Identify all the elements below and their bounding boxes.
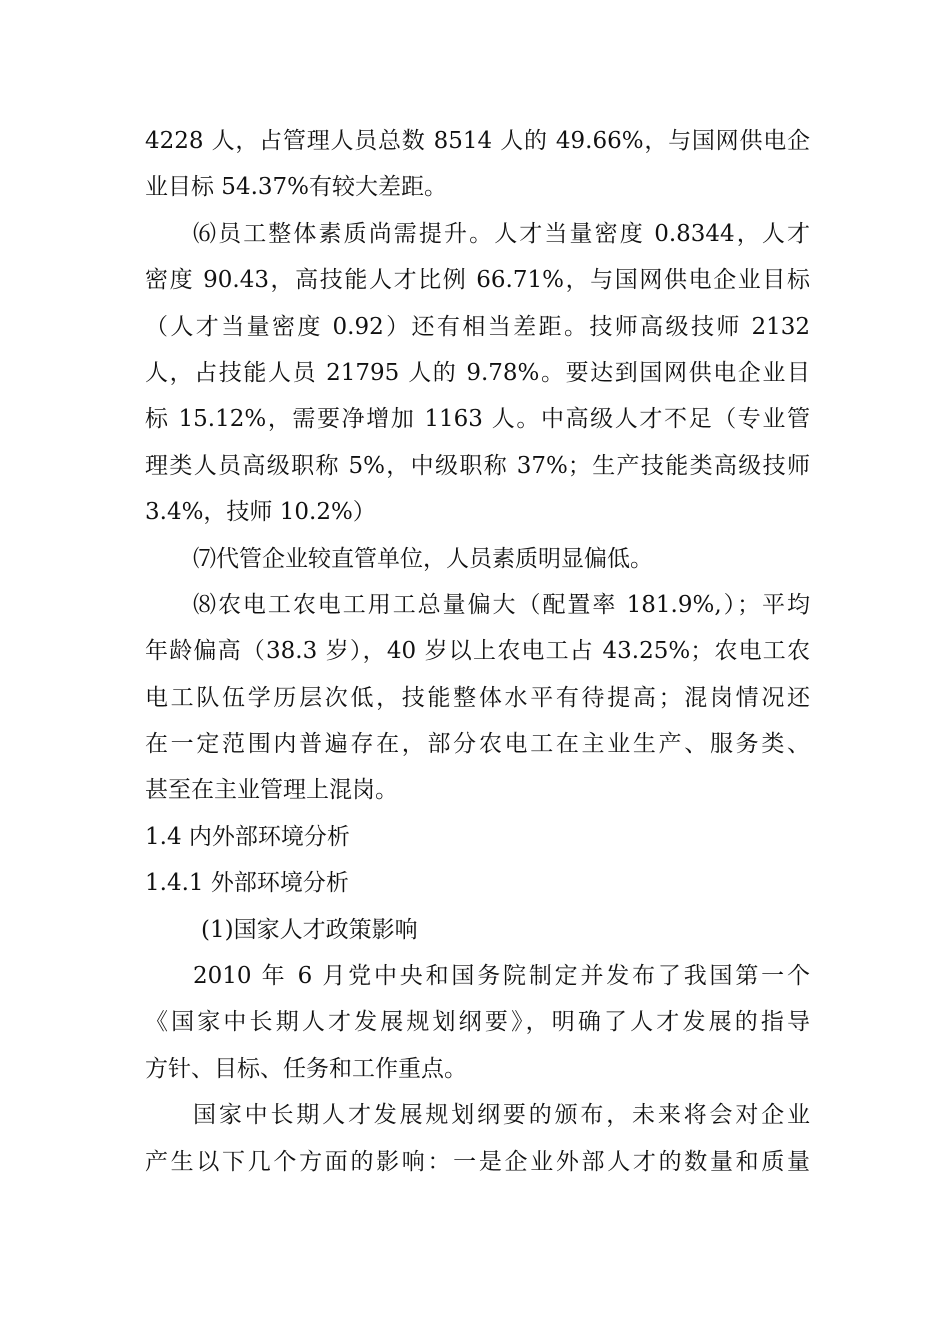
paragraph-line: 甚至在主业管理上混岗。 [145,777,398,804]
paragraph-line: 方针、目标、任务和工作重点。 [145,1055,467,1082]
paragraph-line: 电工队伍学历层次低，技能整体水平有待提高；混岗情况还 [145,684,810,711]
paragraph-line: 理类人员高级职称 5%，中级职称 37%；生产技能类高级技师 [145,452,810,479]
paragraph-line: ⑻农电工农电工用工总量偏大（配置率 181.9%,）；平均 [193,591,810,618]
paragraph-line: ⑺代管企业较直管单位，人员素质明显偏低。 [193,545,653,572]
paragraph-line: （人才当量密度 0.92）还有相当差距。技师高级技师 2132 [145,313,810,340]
paragraph-line: 产生以下几个方面的影响：一是企业外部人才的数量和质量 [145,1148,810,1175]
paragraph-line: 4228 人，占管理人员总数 8514 人的 49.66%，与国网供电企 [145,128,810,154]
subsection-heading: 1.4.1 外部环境分析 [145,870,349,897]
paragraph-line: 2010 年 6 月党中央和国务院制定并发布了我国第一个 [193,963,810,990]
paragraph-line: 人，占技能人员 21795 人的 9.78%。要达到国网供电企业目 [145,359,810,386]
document-body [145,118,810,1185]
paragraph-line: 业目标 54.37%有较大差距。 [145,174,448,201]
paragraph-line: 密度 90.43，高技能人才比例 66.71%，与国网供电企业目标 [145,267,810,294]
paragraph-line: ⑹员工整体素质尚需提升。人才当量密度 0.8344，人才 [193,220,810,247]
section-heading: 1.4 内外部环境分析 [145,823,350,850]
paragraph-line: 国家中长期人才发展规划纲要的颁布，未来将会对企业 [193,1102,810,1129]
paragraph-line: 《国家中长期人才发展规划纲要》，明确了人才发展的指导 [145,1009,810,1036]
paragraph-line: 3.4%，技师 10.2%） [145,499,376,526]
paragraph-line: 年龄偏高（38.3 岁），40 岁以上农电工占 43.25%；农电工农 [145,638,810,665]
paragraph-line: 在一定范围内普遍存在，部分农电工在主业生产、服务类、 [145,731,810,758]
paragraph-line: 标 15.12%，需要净增加 1163 人。中高级人才不足（专业管 [145,406,810,433]
item-heading: (1)国家人才政策影响 [201,916,418,943]
